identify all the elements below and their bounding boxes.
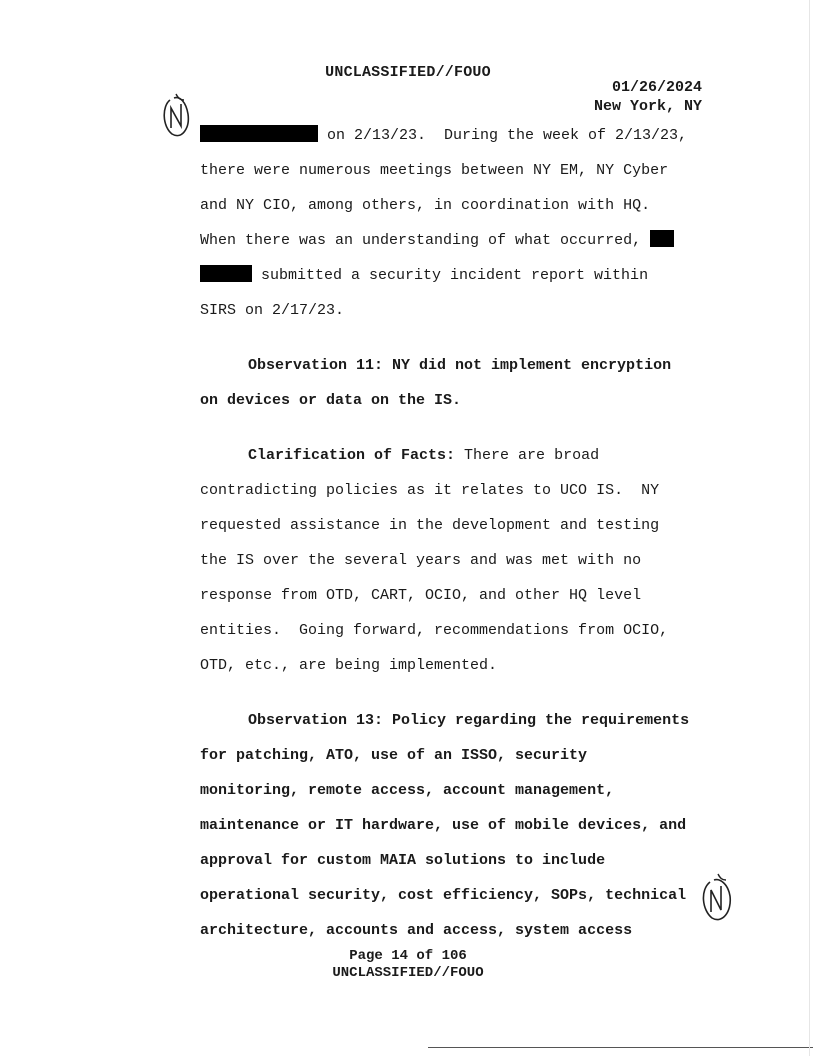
text-line: requested assistance in the development and testing — [200, 517, 660, 534]
redaction-block — [200, 125, 318, 142]
observation-text: for patching, ATO, use of an ISSO, security — [200, 747, 588, 764]
text-fragment: submitted a security incident report within — [252, 267, 649, 284]
page-number: Page 14 of 106 — [349, 948, 467, 964]
observation-heading: Observation 13: Policy regarding the requirements — [248, 712, 690, 729]
handwritten-initials-top — [160, 92, 192, 140]
observation-13 — [200, 703, 700, 948]
footer-classification: UNCLASSIFIED//FOUO — [332, 965, 484, 981]
text-line: SIRS on 2/17/23. — [200, 302, 345, 319]
text-line: entities. Going forward, recommendations from OCIO, — [200, 622, 669, 639]
text-line — [200, 267, 648, 284]
text-fragment: There are broad — [455, 447, 600, 464]
clarification-of-facts — [200, 438, 700, 683]
observation-text: maintenance or IT hardware, use of mobile devices, and — [200, 817, 687, 834]
header-date: 01/26/2024 — [611, 79, 702, 96]
observation-11 — [200, 348, 700, 418]
scan-edge-line — [428, 1047, 813, 1048]
text-line: and NY CIO, among others, in coordination with HQ. — [200, 197, 651, 214]
observation-heading: on devices or data on the IS. — [200, 392, 462, 409]
scan-edge-shadow — [809, 0, 810, 1056]
text-line: response from OTD, CART, OCIO, and other HQ level — [200, 587, 642, 604]
header-classification: UNCLASSIFIED//FOUO — [325, 64, 491, 81]
text-line: the IS over the several years and was met with no — [200, 552, 642, 569]
header-date-location — [594, 78, 702, 116]
text-line — [200, 232, 674, 249]
header-location: New York, NY — [593, 98, 702, 115]
page-footer — [0, 948, 816, 982]
document-body — [200, 118, 700, 948]
observation-text: operational security, cost efficiency, SOPs, technical — [200, 887, 687, 904]
redaction-block — [200, 265, 252, 282]
text-line — [200, 127, 687, 144]
clarification-label: Clarification of Facts: — [248, 447, 456, 464]
text-line — [200, 447, 599, 464]
text-line: OTD, etc., are being implemented. — [200, 657, 498, 674]
observation-heading: Observation 11: NY did not implement encryption — [248, 357, 672, 374]
paragraph-incident — [200, 118, 700, 328]
observation-text: monitoring, remote access, account management, — [200, 782, 615, 799]
text-fragment: on 2/13/23. During the week of 2/13/23, — [318, 127, 688, 144]
redaction-block — [650, 230, 674, 247]
text-fragment: When there was an understanding of what occurred, — [200, 232, 651, 249]
text-line: contradicting policies as it relates to UCO IS. NY — [200, 482, 660, 499]
observation-text: architecture, accounts and access, system access — [200, 922, 633, 939]
handwritten-initials-bottom — [698, 872, 734, 924]
text-line: there were numerous meetings between NY EM, NY Cyber — [200, 162, 669, 179]
observation-text: approval for custom MAIA solutions to include — [200, 852, 606, 869]
